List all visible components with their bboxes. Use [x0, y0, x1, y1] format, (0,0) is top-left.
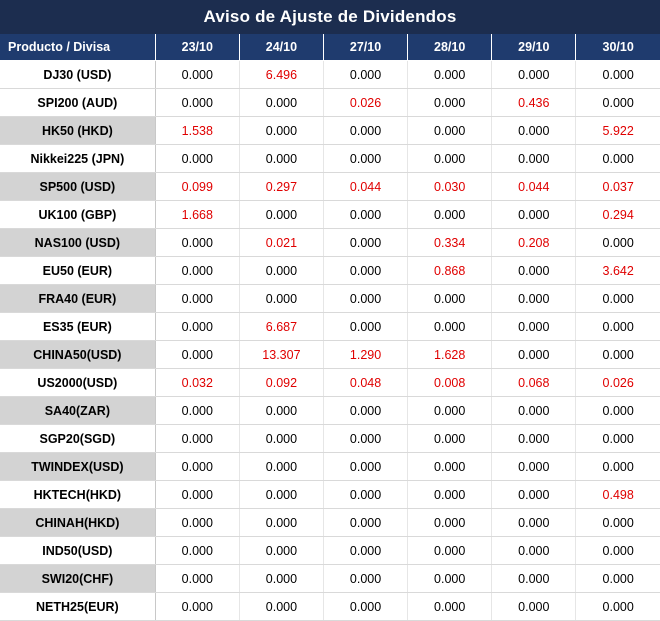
column-header-date-4: 28/10 [408, 34, 492, 61]
row-product-label: SGP20(SGD) [0, 425, 155, 453]
row-product-label: EU50 (EUR) [0, 257, 155, 285]
dividend-value-cell: 1.668 [155, 201, 239, 229]
row-product-label: CHINAH(HKD) [0, 509, 155, 537]
table-row [0, 313, 660, 341]
dividend-value-cell: 0.000 [576, 285, 660, 313]
dividend-value-cell: 0.044 [492, 173, 576, 201]
dividend-value-cell: 0.498 [576, 481, 660, 509]
dividend-value-cell: 0.000 [576, 397, 660, 425]
row-product-label: TWINDEX(USD) [0, 453, 155, 481]
dividend-value-cell: 0.000 [239, 145, 323, 173]
dividend-value-cell: 0.000 [323, 285, 407, 313]
dividend-value-cell: 0.000 [239, 117, 323, 145]
dividend-value-cell: 13.307 [239, 341, 323, 369]
dividend-value-cell: 0.000 [155, 425, 239, 453]
dividend-value-cell: 0.037 [576, 173, 660, 201]
column-header-date-6: 30/10 [576, 34, 660, 61]
dividend-value-cell: 0.000 [323, 61, 407, 89]
dividend-value-cell: 0.030 [408, 173, 492, 201]
dividend-value-cell: 0.000 [155, 89, 239, 117]
row-product-label: ES35 (EUR) [0, 313, 155, 341]
table-row [0, 565, 660, 593]
dividend-value-cell: 0.000 [323, 481, 407, 509]
dividend-value-cell: 0.000 [239, 257, 323, 285]
row-product-label: DJ30 (USD) [0, 61, 155, 89]
row-product-label: FRA40 (EUR) [0, 285, 155, 313]
dividend-value-cell: 0.000 [492, 509, 576, 537]
dividend-value-cell: 0.044 [323, 173, 407, 201]
dividend-value-cell: 0.000 [576, 509, 660, 537]
dividend-value-cell: 0.032 [155, 369, 239, 397]
dividend-value-cell: 0.000 [492, 593, 576, 621]
dividend-value-cell: 0.000 [492, 537, 576, 565]
column-header-date-3: 27/10 [323, 34, 407, 61]
dividend-value-cell: 0.000 [239, 201, 323, 229]
dividend-value-cell: 0.000 [408, 453, 492, 481]
dividend-value-cell: 0.000 [323, 397, 407, 425]
dividend-value-cell: 0.000 [492, 257, 576, 285]
dividend-value-cell: 0.000 [155, 313, 239, 341]
dividend-value-cell: 1.628 [408, 341, 492, 369]
dividend-value-cell: 0.000 [323, 117, 407, 145]
dividend-value-cell: 0.000 [408, 145, 492, 173]
dividend-value-cell: 0.000 [408, 61, 492, 89]
dividend-value-cell: 0.000 [239, 453, 323, 481]
dividend-value-cell: 0.048 [323, 369, 407, 397]
dividend-value-cell: 0.000 [323, 201, 407, 229]
dividend-value-cell: 0.000 [323, 565, 407, 593]
dividend-value-cell: 0.026 [576, 369, 660, 397]
table-row [0, 173, 660, 201]
dividend-value-cell: 0.000 [408, 565, 492, 593]
table-row [0, 593, 660, 621]
dividend-value-cell: 0.000 [492, 397, 576, 425]
dividend-value-cell: 0.000 [576, 537, 660, 565]
dividend-value-cell: 0.000 [323, 537, 407, 565]
table-row [0, 257, 660, 285]
dividend-value-cell: 0.000 [323, 257, 407, 285]
table-row [0, 453, 660, 481]
dividend-value-cell: 0.000 [239, 89, 323, 117]
table-row [0, 61, 660, 89]
dividend-value-cell: 0.297 [239, 173, 323, 201]
table-row [0, 369, 660, 397]
dividend-value-cell: 0.000 [408, 89, 492, 117]
dividend-value-cell: 0.000 [323, 593, 407, 621]
dividend-value-cell: 0.000 [155, 145, 239, 173]
dividend-value-cell: 0.099 [155, 173, 239, 201]
dividend-value-cell: 0.000 [408, 397, 492, 425]
dividend-value-cell: 0.000 [576, 61, 660, 89]
table-row [0, 537, 660, 565]
dividend-value-cell: 0.000 [408, 593, 492, 621]
dividend-value-cell: 0.000 [155, 593, 239, 621]
dividend-value-cell: 0.000 [492, 117, 576, 145]
dividend-value-cell: 0.000 [155, 285, 239, 313]
dividend-value-cell: 0.000 [576, 229, 660, 257]
column-header-date-1: 23/10 [155, 34, 239, 61]
dividend-value-cell: 0.000 [323, 145, 407, 173]
dividend-value-cell: 0.000 [155, 537, 239, 565]
table-header [0, 34, 660, 61]
dividend-value-cell: 0.000 [492, 425, 576, 453]
dividend-value-cell: 0.000 [576, 453, 660, 481]
dividend-value-cell: 0.000 [155, 453, 239, 481]
dividend-value-cell: 0.000 [408, 117, 492, 145]
dividend-value-cell: 0.021 [239, 229, 323, 257]
dividend-value-cell: 0.000 [492, 285, 576, 313]
row-product-label: NETH25(EUR) [0, 593, 155, 621]
dividend-value-cell: 0.000 [576, 341, 660, 369]
dividend-value-cell: 0.000 [155, 257, 239, 285]
dividend-value-cell: 1.290 [323, 341, 407, 369]
dividend-value-cell: 0.068 [492, 369, 576, 397]
dividend-value-cell: 0.000 [576, 593, 660, 621]
table-row [0, 117, 660, 145]
dividend-value-cell: 0.000 [323, 313, 407, 341]
dividend-value-cell: 0.000 [408, 201, 492, 229]
column-header-date-2: 24/10 [239, 34, 323, 61]
row-product-label: SPI200 (AUD) [0, 89, 155, 117]
table-row [0, 285, 660, 313]
dividend-value-cell: 0.000 [408, 425, 492, 453]
dividend-value-cell: 0.000 [408, 285, 492, 313]
table-row [0, 425, 660, 453]
dividend-value-cell: 0.000 [239, 593, 323, 621]
dividend-value-cell: 6.496 [239, 61, 323, 89]
table-row [0, 89, 660, 117]
dividend-value-cell: 0.000 [576, 89, 660, 117]
row-product-label: IND50(USD) [0, 537, 155, 565]
row-product-label: UK100 (GBP) [0, 201, 155, 229]
dividend-value-cell: 0.000 [576, 313, 660, 341]
dividend-value-cell: 0.000 [408, 481, 492, 509]
dividend-value-cell: 0.000 [408, 509, 492, 537]
row-product-label: HKTECH(HKD) [0, 481, 155, 509]
dividend-value-cell: 0.000 [239, 537, 323, 565]
dividend-value-cell: 0.000 [239, 565, 323, 593]
dividend-value-cell: 0.000 [492, 341, 576, 369]
dividend-value-cell: 0.000 [323, 509, 407, 537]
dividend-value-cell: 0.000 [323, 229, 407, 257]
row-product-label: HK50 (HKD) [0, 117, 155, 145]
table-row [0, 145, 660, 173]
dividend-value-cell: 0.000 [155, 481, 239, 509]
dividend-value-cell: 0.000 [323, 425, 407, 453]
dividend-value-cell: 0.000 [576, 145, 660, 173]
dividend-value-cell: 0.000 [492, 61, 576, 89]
table-row [0, 341, 660, 369]
table-row [0, 397, 660, 425]
dividend-value-cell: 0.000 [155, 229, 239, 257]
table-row [0, 509, 660, 537]
dividend-value-cell: 0.000 [492, 313, 576, 341]
table-row [0, 201, 660, 229]
dividend-value-cell: 5.922 [576, 117, 660, 145]
row-product-label: CHINA50(USD) [0, 341, 155, 369]
dividend-value-cell: 3.642 [576, 257, 660, 285]
row-product-label: SWI20(CHF) [0, 565, 155, 593]
table-body [0, 61, 660, 621]
dividend-value-cell: 0.000 [492, 145, 576, 173]
row-product-label: SA40(ZAR) [0, 397, 155, 425]
column-header-date-5: 29/10 [492, 34, 576, 61]
dividend-value-cell: 1.538 [155, 117, 239, 145]
dividend-value-cell: 0.000 [239, 285, 323, 313]
dividend-value-cell: 0.008 [408, 369, 492, 397]
dividend-value-cell: 0.000 [576, 565, 660, 593]
dividend-value-cell: 0.000 [239, 509, 323, 537]
dividend-value-cell: 0.294 [576, 201, 660, 229]
dividend-value-cell: 0.000 [239, 481, 323, 509]
dividend-value-cell: 0.026 [323, 89, 407, 117]
dividend-value-cell: 0.000 [492, 565, 576, 593]
dividend-value-cell: 0.000 [492, 481, 576, 509]
dividend-value-cell: 0.000 [239, 425, 323, 453]
dividend-value-cell: 0.208 [492, 229, 576, 257]
row-product-label: Nikkei225 (JPN) [0, 145, 155, 173]
page-title: Aviso de Ajuste de Dividendos [0, 0, 660, 34]
dividend-value-cell: 0.000 [408, 313, 492, 341]
dividend-value-cell: 0.000 [155, 509, 239, 537]
dividend-table [0, 34, 660, 621]
dividend-value-cell: 0.000 [492, 201, 576, 229]
dividend-value-cell: 0.000 [155, 341, 239, 369]
table-header-row [0, 34, 660, 61]
table-row [0, 481, 660, 509]
column-header-product: Producto / Divisa [0, 34, 155, 61]
table-row [0, 229, 660, 257]
dividend-value-cell: 0.000 [408, 537, 492, 565]
dividend-value-cell: 0.334 [408, 229, 492, 257]
dividend-value-cell: 0.000 [492, 453, 576, 481]
row-product-label: SP500 (USD) [0, 173, 155, 201]
dividend-value-cell: 0.000 [155, 565, 239, 593]
dividend-value-cell: 0.000 [239, 397, 323, 425]
dividend-value-cell: 0.868 [408, 257, 492, 285]
dividend-value-cell: 0.436 [492, 89, 576, 117]
dividend-value-cell: 0.000 [323, 453, 407, 481]
row-product-label: US2000(USD) [0, 369, 155, 397]
dividend-value-cell: 0.000 [155, 61, 239, 89]
row-product-label: NAS100 (USD) [0, 229, 155, 257]
dividend-value-cell: 0.000 [155, 397, 239, 425]
dividend-value-cell: 0.092 [239, 369, 323, 397]
dividend-value-cell: 6.687 [239, 313, 323, 341]
dividend-value-cell: 0.000 [576, 425, 660, 453]
